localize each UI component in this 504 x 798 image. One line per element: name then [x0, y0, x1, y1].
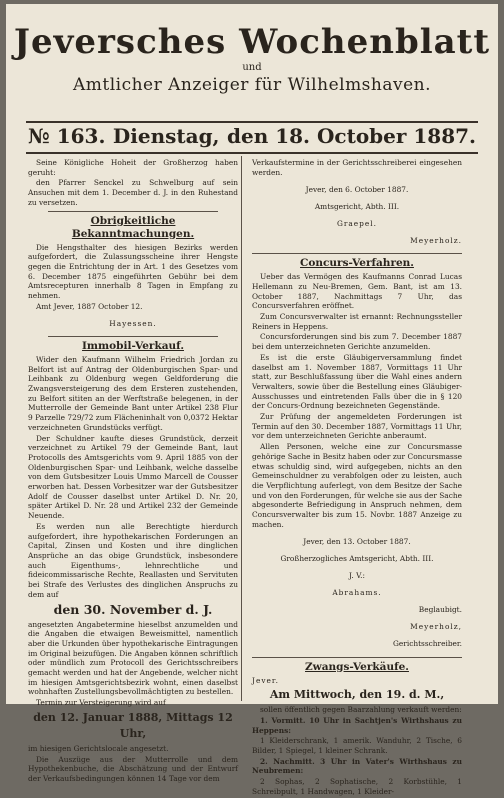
date-highlight: den 30. November d. J. [53, 601, 213, 617]
newspaper-title: Jeversches Wochenblatt [13, 22, 491, 62]
notice-signature: Jever, den 6. October 1887. [305, 184, 409, 194]
issue-date: den 18. October 1887. [227, 124, 476, 148]
date-highlight: Am Mittwoch, den 19. d. M., [269, 688, 445, 702]
left-column [28, 158, 238, 785]
notice-text: Es ist die erste Gläubigerversammlung findet daselbst am 1. November 1887, Vormittags 11 Uhr statt, zur Beschlußfassung über die Wahl eines andern Verwalters, sowie über die Bestellung eines Gläubiger-Ausschusses und eintretenden Falls über die in § 120 der Concurs-Ordnung bezeichneten Gegenstände. [252, 352, 462, 411]
separator [252, 657, 462, 658]
notice-signature: Großherzogliches Amtsgericht, Abth. III. [280, 553, 434, 563]
notice-signature: Amtsgericht, Abth. III. [314, 201, 400, 211]
section-heading-obrigkeitliche: Obrigkeitliche Bekanntmachungen. [71, 214, 195, 240]
notice-text: Der Schuldner kaufte dieses Grundstück, derzeit verzeichnet zu Artikel 79 der Gemeinde Bant, laut Protocolls des Amtsgerichts vom 9. April 1885 von der Oldenburgischen Spar- und Leihbank, welche dasselbe von dem Gutsbesitzer Louis Ummo Marcell de Cousser erworben hat. Dessen Vorbesitzer war der Gutsbesitzer Adolf de Cousser daselbst unter Artikel D. Nr. 20, später Artikel D. Nr. 28 und Artikel 232 der Gemeinde Neuende. [28, 433, 238, 521]
section-heading-zwangs: Zwangs-Verkäufe. [305, 660, 409, 673]
newspaper-subtitle: Amtlicher Anzeiger für Wilhelmshaven. [72, 75, 432, 95]
section-heading-immobil: Immobil-Verkauf. [82, 339, 184, 352]
issue-number: № 163. [28, 124, 106, 148]
notice-signature: Jever, den 13. October 1887. [303, 536, 411, 546]
notice-text: Zum Concursverwalter ist ernannt: Rechnungssteller Reiners in Heppens. [252, 311, 462, 331]
notice-signer: Meyerholz. [410, 236, 462, 246]
notice-signature: J. V.: [349, 571, 365, 581]
notice-text: 2 Sophas, 2 Sophatische, 2 Korbstühle, 1 Schreibpult, 1 Handwagen, 1 Kleider- [252, 777, 462, 796]
masthead-und: und [242, 62, 262, 73]
notice-signature: Beglaubigt. [418, 605, 462, 615]
notice-place: Jever. [252, 675, 279, 685]
notice-text: Verkaufstermine in der Gerichtsschreiberei eingesehen werden. [252, 158, 462, 177]
masthead [6, 22, 498, 96]
top-rule [26, 121, 478, 123]
issue-line [28, 124, 476, 148]
notice-signer: Hayessen. [109, 318, 157, 328]
date-highlight: den 12. Januar 1888, Mittags 12 Uhr, [33, 710, 233, 740]
notice-text: Es werden nun alle Berechtigte hierdurch aufgefordert, ihre hypothekarischen Forderungen an Capital, Zinsen und Kosten und ihre dinglichen Ansprüche an das obige Grundstück, insbesondere auch Eigenthums-, lehnrechtliche und fideicommissarische Rechte, Reallasten und Servituten bei Strafe des Verlustes des dinglichen Anspruchs zu dem auf [28, 521, 238, 599]
newspaper-page [6, 4, 498, 796]
separator [48, 336, 218, 337]
notice-signature: Amt Jever, 1887 October 12. [36, 301, 143, 311]
notice-text: im hiesigen Gerichtslocale angesetzt. [28, 743, 169, 753]
announcement-text: Seine Königliche Hoheit der Großherzog haben geruht: [28, 158, 238, 177]
notice-text: Zur Prüfung der angemeldeten Forderungen ist Termin auf den 30. December 1887, Vormittags 11 Uhr, vor dem unterzeichneten Gerichte anberaumt. [252, 412, 462, 441]
notice-text: 1 Kleiderschrank, 1 amerik. Wanduhr, 2 Tische, 6 Bilder, 1 Spiegel, 1 kleiner Schrank. [252, 736, 462, 756]
right-column [252, 158, 462, 798]
issue-day: Dienstag, [112, 124, 220, 148]
notice-text: Die Hengsthalter des hiesigen Bezirks werden aufgefordert, die Zulassungsscheine ihrer Hengste gegen die Entrichtung der in Art. 1 des Gesetzes vom 6. December 1875 eingeführten Gebühr bei dem Amtsrecepturen innerhalb 8 Tagen in Empfang zu nehmen. [28, 242, 238, 301]
notice-text: 2. Nachmitt. 3 Uhr in Vater's Wirthshaus zu Neubremen: [252, 756, 462, 776]
notice-text: 1. Vormitt. 10 Uhr in Sachtjen's Wirthshaus zu Heppens: [252, 715, 462, 735]
notice-text: sollen öffentlich gegen Baarzahlung verkauft werden: [260, 705, 462, 715]
notice-signer: Graepel. [336, 218, 378, 228]
notice-text: Ueber das Vermögen des Kaufmanns Conrad Lucas Hellemann zu Neu-Bremen, Gem. Bant, ist am 13. October 1887, Nachmittags 7 Uhr, das Concursverfahren eröffnet. [252, 272, 462, 311]
notice-signer: Abrahams. [332, 588, 382, 598]
notice-text: Wider den Kaufmann Wilhelm Friedrich Jordan zu Belfort ist auf Antrag der Oldenburgischen Spar- und Leihbank zu Oldenburg wegen Geldforderung die Zwangsversteigerung des dem Ersteren zustehenden, zu Belfort sititen an der Werftstraße belegenen, in der Mutterrolle der Gemeinde Bant unter Artikel 238 Flur 9 Parzelle 729/72 zum Flächeninhalt von 0,0372 Hektar verzeichneten Grundstücks verfügt. [28, 354, 238, 432]
section-heading-concurs: Concurs-Verfahren. [300, 257, 414, 270]
notice-signer: Meyerholz, [410, 622, 462, 632]
separator [252, 253, 462, 254]
notice-text: angesetzten Angabetermine hieselbst anzumelden und die Angaben die etwaigen Beweismittel, namentlich aber die Urkunden über hypothekarische Eintragungen im Original beizufügen. Die Angaben können schriftlich oder mündlich zum Protocoll des Gerichtsschreibers gemacht werden und hat der Angebende, welcher nicht im hiesigen Amtsgerichtsbezirk wohnt, einen daselbst wohnhaften Zustellungsbevollmächtigten zu bestellen. [28, 619, 238, 697]
notice-text: Allen Personen, welche eine zur Concursmasse gehörige Sache in Besitz haben oder zur Concursmasse etwas schuldig sind, wird aufgegeben, nichts an den Gemeinschuldner zu verabfolgen oder zu leisten, auch die Verpflichtung auferlegt, von dem Besitze der Sache und von den Forderungen, für welche sie aus der Sache abgesonderte Befriedigung in Anspruch nehmen, dem Concursverwalter bis zum 15. Novbr. 1887 Anzeige zu machen. [252, 442, 462, 529]
notice-signature: Gerichtsschreiber. [393, 639, 462, 649]
bottom-rule [26, 152, 478, 154]
notice-text: Concursforderungen sind bis zum 7. December 1887 bei dem unterzeichneten Gerichte anzumelden. [252, 332, 462, 352]
notice-text: Termin zur Versteigerung wird auf [36, 698, 166, 708]
separator [48, 211, 218, 212]
notice-text: Die Auszüge aus der Mutterrolle und dem Hypothekenbuche, die Abschätzung und der Entwurf der Verkaufsbedingungen können 14 Tage vor dem [28, 754, 238, 783]
column-divider [241, 156, 242, 701]
announcement-text: den Pfarrer Senckel zu Schwelburg auf sein Ansuchen mit dem 1. December d. J. in den Ruhestand zu versetzen. [28, 178, 238, 207]
